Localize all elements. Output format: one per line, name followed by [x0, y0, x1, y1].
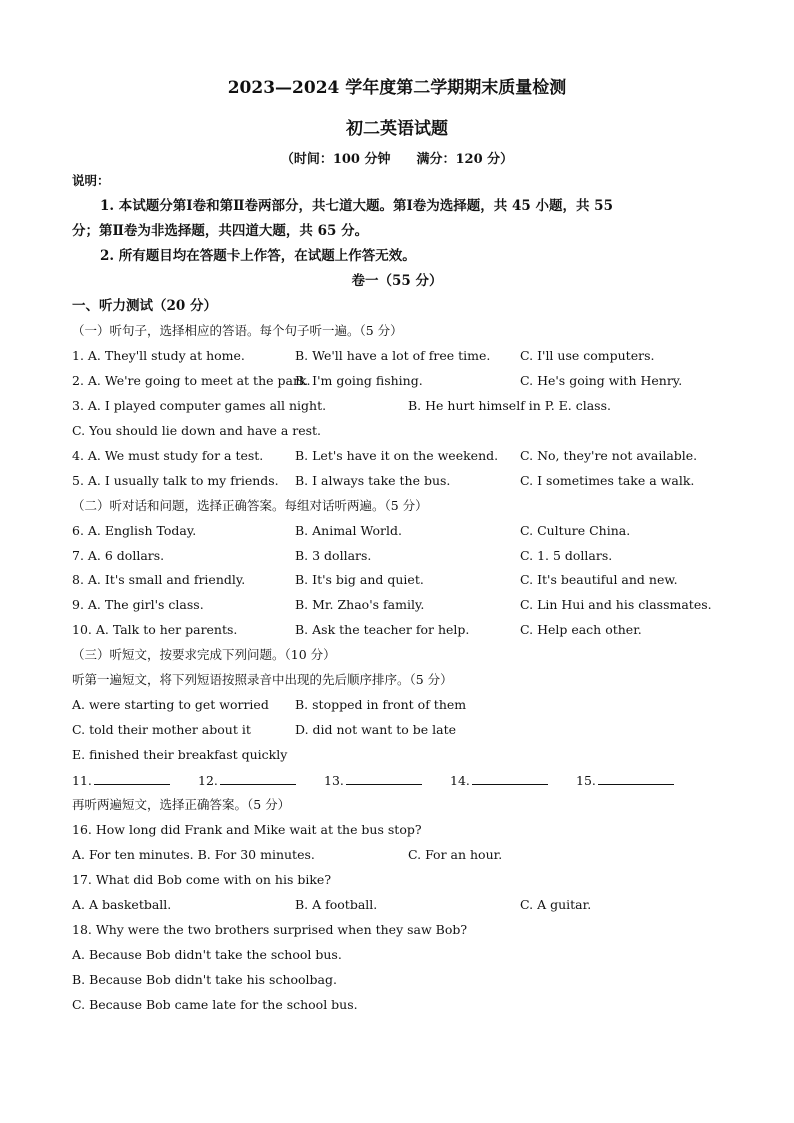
q1-option-a: 1. A. They'll study at home. — [72, 348, 245, 363]
part-3-heading: （三）听短文，按要求完成下列问题。（10 分） — [72, 647, 336, 662]
part-2-heading: （二）听对话和问题，选择正确答案。每组对话听两遍。（5 分） — [72, 498, 428, 513]
q18-option-c: C. Because Bob came late for the school bus. — [72, 997, 358, 1012]
q5-option-c: C. I sometimes take a walk. — [520, 473, 695, 488]
blank-number: 15. — [576, 773, 596, 788]
phrase-d: D. did not want to be late — [295, 722, 457, 737]
q18-option-a: A. Because Bob didn't take the school bus. — [72, 947, 342, 962]
q17-option-c: C. A guitar. — [520, 897, 592, 912]
q8-option-b: B. It's big and quiet. — [295, 572, 424, 587]
note-1a: 1. 本试题分第Ⅰ卷和第Ⅱ卷两部分，共七道大题。第Ⅰ卷为选择题，共 45 小题，共 55 — [100, 198, 613, 214]
phrase-e: E. finished their breakfast quickly — [72, 747, 288, 762]
q16-stem: 16. How long did Frank and Mike wait at the bus stop? — [72, 822, 422, 837]
q2-option-b: B. I'm going fishing. — [295, 373, 423, 388]
blank-line — [472, 772, 548, 785]
q5-option-b: B. I always take the bus. — [295, 473, 451, 488]
blank-number: 13. — [324, 773, 344, 788]
blank-number: 12. — [198, 773, 218, 788]
blank-number: 11. — [72, 773, 92, 788]
section-1-heading: 一、听力测试（20 分） — [72, 298, 217, 314]
q8-option-c: C. It's beautiful and new. — [520, 572, 678, 587]
q1-option-c: C. I'll use computers. — [520, 348, 655, 363]
q2-option-a: 2. A. We're going to meet at the park. — [72, 373, 311, 388]
q4-option-b: B. Let's have it on the weekend. — [295, 448, 499, 463]
q3-option-c: C. You should lie down and have a rest. — [72, 423, 322, 438]
phrase-a: A. were starting to get worried — [72, 697, 269, 712]
q10-option-b: B. Ask the teacher for help. — [295, 622, 470, 637]
q17-stem: 17. What did Bob come with on his bike? — [72, 872, 332, 887]
q6-option-b: B. Animal World. — [295, 523, 402, 538]
time-score: （时间：100 分钟 满分：120 分） — [280, 152, 514, 167]
q4-option-a: 4. A. We must study for a test. — [72, 448, 264, 463]
q6-option-c: C. Culture China. — [520, 523, 631, 538]
q8-option-a: 8. A. It's small and friendly. — [72, 572, 246, 587]
q5-option-a: 5. A. I usually talk to my friends. — [72, 473, 279, 488]
q6-option-a: 6. A. English Today. — [72, 523, 197, 538]
q1-option-b: B. We'll have a lot of free time. — [295, 348, 491, 363]
phrase-b: B. stopped in front of them — [295, 697, 467, 712]
note-1b: 分；第Ⅱ卷为非选择题，共四道大题，共 65 分。 — [72, 223, 369, 239]
q2-option-c: C. He's going with Henry. — [520, 373, 683, 388]
exam-subtitle: 初二英语试题 — [346, 119, 448, 139]
q18-option-b: B. Because Bob didn't take his schoolbag. — [72, 972, 337, 987]
q7-option-b: B. 3 dollars. — [295, 548, 372, 563]
exam-title: 2023—2024 学年度第二学期期末质量检测 — [227, 78, 567, 98]
part-3-second-listen: 再听两遍短文，选择正确答案。（5 分） — [72, 797, 291, 812]
volume-1-heading: 卷一（55 分） — [351, 273, 443, 289]
q4-option-c: C. No, they're not available. — [520, 448, 698, 463]
part-3-intro: 听第一遍短文，将下列短语按照录音中出现的先后顺序排序。（5 分） — [72, 672, 453, 687]
q3-option-a: 3. A. I played computer games all night. — [72, 398, 327, 413]
q18-stem: 18. Why were the two brothers surprised when they saw Bob? — [72, 922, 468, 937]
q3-option-b: B. He hurt himself in P. E. class. — [408, 398, 611, 413]
q16-options-ab: A. For ten minutes. B. For 30 minutes. — [72, 847, 315, 862]
q17-option-b: B. A football. — [295, 897, 378, 912]
q10-option-a: 10. A. Talk to her parents. — [72, 622, 238, 637]
answer-blank-13[interactable] — [324, 772, 422, 789]
answer-blank-11[interactable] — [72, 772, 170, 789]
q10-option-c: C. Help each other. — [520, 622, 642, 637]
blank-line — [94, 772, 170, 785]
notes-heading: 说明： — [72, 173, 110, 188]
q17-option-a: A. A basketball. — [72, 897, 172, 912]
answer-blank-14[interactable] — [450, 772, 548, 789]
q9-option-a: 9. A. The girl's class. — [72, 597, 204, 612]
answer-blank-12[interactable] — [198, 772, 296, 789]
note-2: 2. 所有题目均在答题卡上作答，在试题上作答无效。 — [100, 248, 416, 264]
q9-option-c: C. Lin Hui and his classmates. — [520, 597, 712, 612]
blank-number: 14. — [450, 773, 470, 788]
q16-option-c: C. For an hour. — [408, 847, 503, 862]
blank-line — [346, 772, 422, 785]
answer-blank-15[interactable] — [576, 772, 674, 789]
q9-option-b: B. Mr. Zhao's family. — [295, 597, 425, 612]
blank-line — [598, 772, 674, 785]
q7-option-c: C. 1. 5 dollars. — [520, 548, 613, 563]
blank-line — [220, 772, 296, 785]
q7-option-a: 7. A. 6 dollars. — [72, 548, 165, 563]
part-1-heading: （一）听句子，选择相应的答语。每个句子听一遍。（5 分） — [72, 323, 403, 338]
phrase-c: C. told their mother about it — [72, 722, 251, 737]
